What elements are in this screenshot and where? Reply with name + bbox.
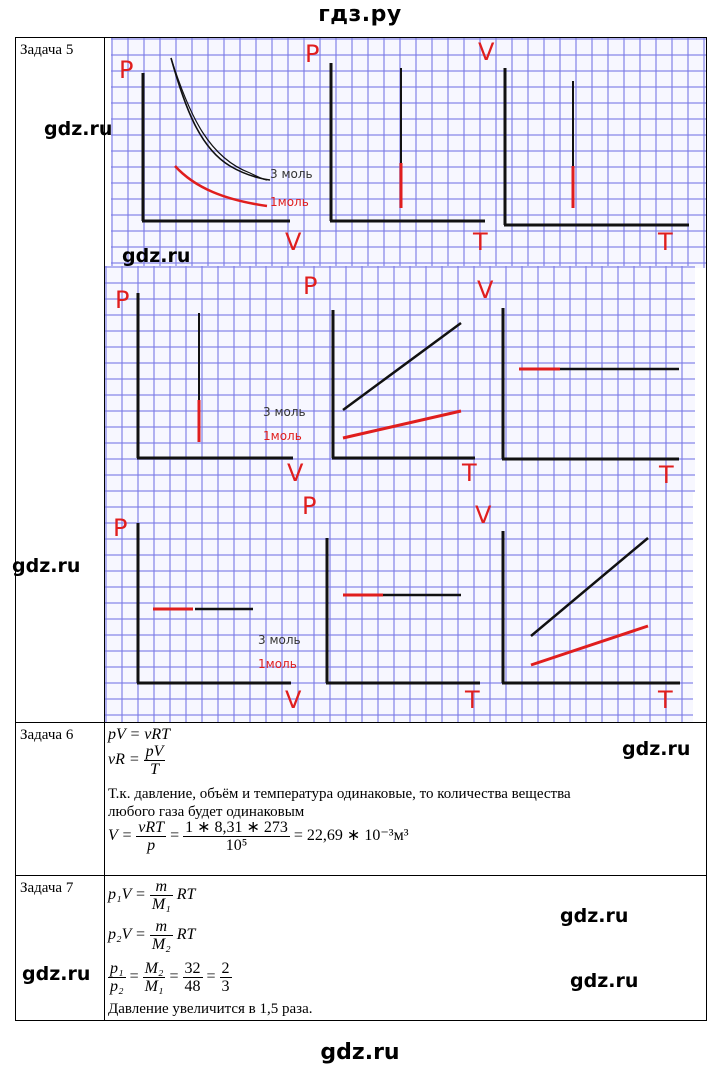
- graph-1-curve-3mol-b: [171, 58, 267, 180]
- task7-eq1-fraction: [150, 878, 173, 913]
- task7-eq3-num-d: 2: [221, 960, 230, 977]
- task6-eq2-den: T: [150, 761, 160, 778]
- task7-eq3-num-a: p₁: [110, 960, 124, 977]
- graph-6-vt: [477, 276, 679, 489]
- task7-eq2-right: RT: [176, 926, 196, 944]
- watermark-4: gdz.ru: [622, 738, 691, 760]
- task6-eq3-left: V =: [108, 827, 133, 845]
- graph-1-curve-1mol: [175, 166, 267, 206]
- task7-eq2-num: m: [150, 918, 173, 936]
- task5-label: Задача 5: [16, 38, 105, 723]
- task7-eq1-right: RT: [176, 886, 196, 904]
- task6-eq2: [108, 743, 165, 778]
- site-footer: gdz.ru: [320, 1040, 400, 1065]
- task7-eq3-num-b: M₂: [144, 960, 164, 977]
- task6-eq3-den1: p: [147, 837, 156, 854]
- task6-eq3-num2: 1 ∗ 8,31 ∗ 273: [185, 819, 288, 836]
- task6-eq2-left: νR =: [108, 751, 140, 769]
- task7-eq3-fraction-a: [108, 960, 126, 995]
- graph-1-curve-3mol: [171, 58, 270, 180]
- graph-5-y-label: P: [303, 272, 318, 300]
- task5-graphs-cell: [105, 38, 707, 723]
- graph-5-pt: [263, 272, 477, 487]
- graph-1-pv: [119, 56, 313, 256]
- watermark-7: gdz.ru: [570, 970, 639, 992]
- watermark-2: gdz.ru: [122, 245, 191, 267]
- graph-2-pt: [305, 40, 488, 256]
- task6-eq3-fraction2: [183, 819, 290, 854]
- graph-8-label-1mol: 1моль: [258, 657, 297, 671]
- graph-7-pv: [113, 514, 302, 714]
- task7-eq1-left: p₁V =: [108, 886, 146, 904]
- graph-5-label-3mol: 3 моль: [263, 405, 306, 419]
- graph-8-x-label: T: [465, 686, 480, 714]
- graph-9-y-label: V: [475, 501, 492, 529]
- watermark-3: gdz.ru: [12, 555, 81, 577]
- task7-eq2-den: M₂: [151, 936, 171, 953]
- task7-label: Задача 7: [16, 876, 105, 1021]
- task6-eq2-fraction: [144, 743, 166, 778]
- graph-5-label-1mol: 1моль: [263, 429, 302, 443]
- task6-eq3-result: = 22,69 ∗ 10⁻³м³: [293, 827, 409, 845]
- task6-eq2-num: pV: [145, 743, 164, 760]
- task7-eq1-den: M₁: [151, 896, 171, 913]
- graph-8-y-label: P: [302, 492, 317, 520]
- task7-eq3-den-b: M₁: [144, 978, 164, 995]
- graph-9-line-3mol: [531, 538, 648, 636]
- graph-5-x-label: T: [462, 459, 477, 487]
- task6-eq3-den2: 10⁵: [225, 837, 248, 854]
- graph-6-x-label: T: [659, 461, 674, 489]
- task6-content: [105, 723, 707, 876]
- task7-eq1: [108, 878, 195, 913]
- task6-eq3: V = $\frac{\text{νRT}}{p}$ = $\frac{1 ∗ 8,31 ∗ 273}{\text{10⁵}}$ = 22,69 ∗ 10⁻³м³: [108, 819, 409, 854]
- graph-4-y-label: P: [115, 286, 130, 314]
- graph-1-label-3mol: 3 моль: [270, 167, 313, 181]
- task7-eq3-fraction-c: [183, 960, 203, 995]
- site-title: гдз.ру: [318, 2, 402, 27]
- graph-5-line-3mol: [343, 323, 461, 410]
- task7-content: [105, 876, 707, 1021]
- graph-7-x-label: V: [285, 686, 302, 714]
- task7-eq2: [108, 918, 195, 953]
- task5-row: [16, 38, 707, 723]
- task7-eq3: $\frac{\text{p₁}}{\text{p₂}}$ = $\frac{\text{M₂}}{\text{M₁}}$ = $\frac{32}{48}$ = $\frac{2}{3}$: [110, 960, 230, 995]
- watermark-5: gdz.ru: [560, 905, 629, 927]
- graph-7-y-label: P: [113, 514, 128, 542]
- graphs-svg: [105, 38, 711, 722]
- graph-2-x-label: T: [473, 228, 488, 256]
- watermark-1: gdz.ru: [44, 118, 113, 140]
- task6-row: [16, 723, 707, 876]
- task7-eq3-den-d: 3: [221, 978, 230, 995]
- task7-conclusion: Давление увеличится в 1,5 раза.: [108, 1001, 313, 1017]
- task7-eq1-num: m: [150, 878, 173, 896]
- graph-4-x-label: V: [287, 459, 304, 487]
- graph-grid-area: [105, 38, 706, 722]
- task7-eq2-left: p₂V =: [108, 926, 146, 944]
- solutions-table: [15, 37, 707, 1021]
- graph-4-pv: [115, 286, 304, 487]
- task6-text-line1: Т.к. давление, объём и температура одинаковые, то количества вещества: [108, 786, 571, 802]
- graph-3-vt: [478, 38, 689, 256]
- watermark-6: gdz.ru: [22, 963, 91, 985]
- graph-3-x-label: T: [658, 228, 673, 256]
- graph-5-line-1mol: [343, 411, 461, 438]
- task6-eq1: pV = νRT: [108, 726, 171, 743]
- task6-label: Задача 6: [16, 723, 105, 876]
- graph-1-y-label: P: [119, 56, 134, 84]
- task6-text-line2: любого газа будет одинаковым: [108, 804, 305, 820]
- graph-9-line-1mol: [531, 626, 648, 665]
- task7-eq3-fraction-d: [220, 960, 232, 995]
- graph-1-label-1mol: 1моль: [270, 195, 309, 209]
- task7-eq2-fraction: [150, 918, 173, 953]
- graph-2-y-label: P: [305, 40, 320, 68]
- task6-eq3-num1: νRT: [138, 819, 165, 836]
- graph-9-vt: [475, 501, 680, 714]
- task7-eq3-fraction-b: [143, 960, 166, 995]
- task6-eq3-fraction1: [136, 819, 166, 854]
- graph-3-y-label: V: [478, 38, 495, 66]
- task7-eq3-den-a: p₂: [110, 978, 124, 995]
- graph-8-pt: [258, 492, 480, 714]
- task7-eq3-den-c: 48: [184, 978, 201, 995]
- graph-6-y-label: V: [477, 276, 494, 304]
- task7-eq3-num-c: 32: [184, 960, 201, 977]
- graph-1-x-label: V: [285, 228, 302, 256]
- graph-8-label-3mol: 3 моль: [258, 633, 301, 647]
- task7-row: [16, 876, 707, 1021]
- graph-9-x-label: T: [658, 686, 673, 714]
